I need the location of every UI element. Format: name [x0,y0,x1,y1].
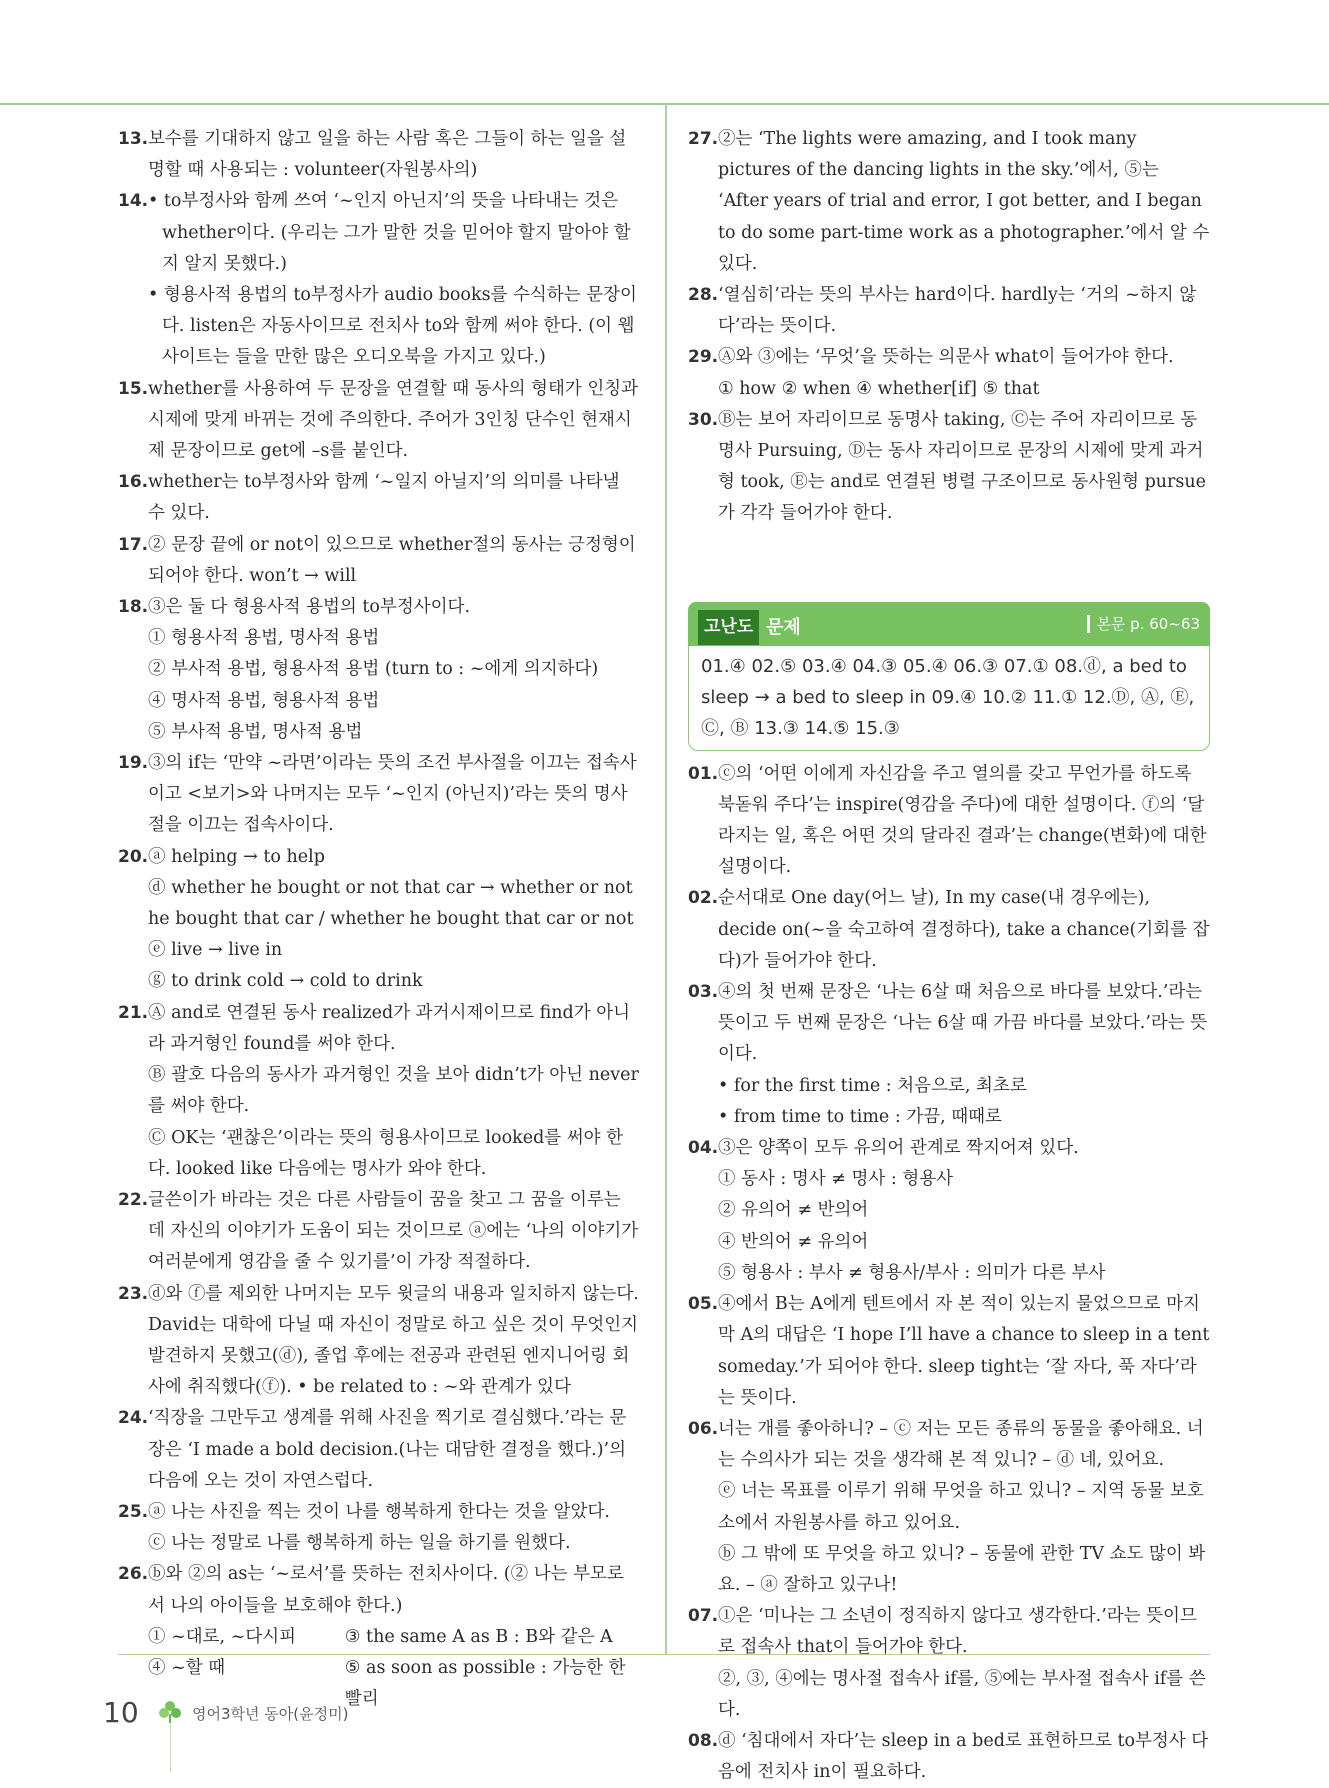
answer-item [118,186,640,373]
answer-number: 22. [118,1189,149,1210]
answer-line: ② 유의어 ≠ 반의어 [718,1200,869,1221]
answer-item [118,842,640,998]
option-text: ④ ~할 때 [148,1657,226,1678]
answer-number: 08. [688,1730,719,1751]
answer-line: ⓓ와 ⓕ를 제외한 나머지는 모두 윗글의 내용과 일치하지 않는다. David는 대학에 다닐 때 자신이 정말로 하고 싶은 것이 무엇인지 발견하지 못했고(ⓓ), 졸업 후에는 전공과 관련된 엔지니어링 회사에 취직했다(ⓕ). • be related to : ~와 관계가 있다 [148,1283,639,1398]
answer-line: ④ 반의어 ≠ 유의어 [718,1231,869,1252]
answer-item [688,405,1210,530]
answer-number: 30. [688,409,719,430]
answer-line: ① how ② when ④ whether[if] ⑤ that [718,378,1040,399]
answer-line: ⓖ to drink cold → cold to drink [148,971,423,992]
answer-number: 23. [118,1283,149,1304]
answer-line: 보수를 기대하지 않고 일을 하는 사람 혹은 그들이 하는 일을 설명할 때 사용되는 : volunteer(자원봉사의) [148,129,627,181]
answer-number: 28. [688,285,719,306]
answer-item [688,1133,1210,1289]
answer-line: • for the first time : 처음으로, 최초로 [718,1075,1027,1096]
answer-line: whether를 사용하여 두 문장을 연결할 때 동사의 형태가 인칭과 시제에 맞게 바뀌는 것에 주의한다. 주어가 3인칭 단수인 현재시제 문장이므로 get에 –s를 붙인다. [148,378,639,462]
right-top-answers [688,124,1210,530]
option-text: ③ the same A as B : B와 같은 A [344,1626,613,1647]
answer-line: ‘열심히’라는 뜻의 부사는 hard이다. hardly는 ‘거의 ~하지 않다’라는 뜻이다. [718,285,1197,337]
answer-number: 29. [688,347,719,368]
answer-line: ①은 ‘미나는 그 소년이 정직하지 않다고 생각한다.’라는 뜻이므로 접속사 that이 들어가야 한다. [718,1606,1197,1658]
answer-number: 19. [118,753,149,774]
answer-line: ② 문장 끝에 or not이 있으므로 whether절의 동사는 긍정형이 되어야 한다. won’t → will [148,534,636,586]
clover-icon [158,1700,182,1724]
answer-line: ⑤ 부사적 용법, 명사적 용법 [148,721,363,742]
answer-number: 27. [688,129,719,149]
answer-line: whether는 to부정사와 함께 ‘~일지 아닐지’의 의미를 나타낼 수 있다. [148,472,620,524]
column-divider [665,105,667,1655]
answer-number: 14. [118,191,149,212]
answer-item [118,1185,640,1279]
answer-item [688,1289,1210,1414]
answer-line: ⓓ ‘침대에서 자다’는 sleep in a bed로 표현하므로 to부정사 다음에 전치사 in이 필요하다. [718,1730,1209,1783]
answer-number: 04. [688,1138,719,1159]
answer-line: ② 부사적 용법, 형용사적 용법 (turn to : ~에게 의지하다) [148,659,599,680]
answer-line: ④의 첫 번째 문장은 ‘나는 6살 때 처음으로 바다를 보았다.’라는 뜻이고 두 번째 문장은 ‘나는 6살 때 가끔 바다를 보았다.’라는 뜻이다. [718,982,1208,1065]
answer-number: 25. [118,1501,149,1522]
answer-item [118,467,640,529]
answer-number: 16. [118,472,149,493]
answer-line: ⓑ 그 밖에 또 무엇을 하고 있니? – 동물에 관한 TV 쇼도 많이 봐요. – ⓐ 잘하고 있구나! [718,1543,1206,1595]
answer-line: ‘직장을 그만두고 생계를 위해 사진을 찍기로 결심했다.’라는 문장은 ‘I made a bold decision.(나는 대담한 결정을 했다.)’의 다음에 오는 것이 자연스럽다. [148,1408,627,1491]
left-column [118,124,640,1715]
answer-number: 02. [688,888,719,909]
footer-rule [170,1724,171,1772]
answer-line: ⓒ의 ‘어떤 이에게 자신감을 주고 열의를 갖고 무언가를 하도록 북돋워 주다’는 inspire(영감을 주다)에 대한 설명이다. ⓕ의 ‘달라지는 일, 혹은 어떤 것의 달라진 결과’는 change(변화)에 대한 설명이다. [718,763,1207,878]
answer-item [688,342,1210,404]
answer-line: ⓒ 나는 정말로 나를 행복하게 하는 일을 하기를 원했다. [148,1533,571,1554]
answer-line: 너는 개를 좋아하니? – ⓒ 저는 모든 종류의 동물을 좋아해요. 너는 수의사가 되는 것을 생각해 본 적 있니? – ⓓ 네, 있어요. [718,1418,1204,1471]
difficulty-tag: 고난도 [698,610,759,645]
answer-number: 26. [118,1564,149,1585]
box-header [688,602,1210,646]
answer-item [688,124,1210,280]
answer-line: • from time to time : 가끔, 때때로 [718,1106,1002,1127]
answer-item [688,1414,1210,1601]
answer-item [118,1497,640,1559]
answer-line: ③은 양쪽이 모두 유의어 관계로 짝지어져 있다. [718,1138,1079,1159]
answer-number: 20. [118,846,149,867]
answer-line: ⓐ 나는 사진을 찍는 것이 나를 행복하게 한다는 것을 알았다. [148,1501,610,1522]
answer-line: ②는 ‘The lights were amazing, and I took many pictures of the dancing lights in the sky.’에서, ⑤는 ‘After years of trial and error, I got better, and I began to do some part-time work as a photographer.’에서 알 수 있다. [718,129,1210,274]
book-title: 영어3학년 동아(윤정미) [192,1705,349,1723]
answer-key: 01.④ 02.⑤ 03.④ 04.③ 05.④ 06.③ 07.① 08.ⓓ, a bed to sleep → a bed to sleep in 09.④ 10.② 11.① 12.Ⓓ, Ⓐ, Ⓔ, Ⓒ, Ⓑ 13.③ 14.⑤ 15.③ [701,655,1195,739]
answer-line: Ⓐ and로 연결된 동사 realized가 과거시제이므로 find가 아니라 과거형인 found를 써야 한다. [148,1002,631,1054]
answer-line: ① 형용사적 용법, 명사적 용법 [148,628,380,649]
answer-item [118,998,640,1185]
answer-number: 06. [688,1418,719,1439]
option-row [148,1622,640,1653]
answer-line: ③은 둘 다 형용사적 용법의 to부정사이다. [148,597,471,618]
page-reference: 본문 p. 60~63 [1087,615,1200,633]
answer-line: Ⓐ와 ③에는 ‘무엇’을 뜻하는 의문사 what이 들어가야 한다. [718,347,1174,368]
right-bottom-answers [688,759,1210,1788]
answer-number: 24. [118,1408,149,1429]
answer-number: 21. [118,1002,149,1023]
answer-item [118,530,640,592]
answer-line: Ⓑ는 보어 자리이므로 동명사 taking, Ⓒ는 주어 자리이므로 동명사 Pursuing, Ⓓ는 동사 자리이므로 문장의 시제에 맞게 과거형 took, Ⓔ는 and로 연결된 병렬 구조이므로 동사원형 pursue가 각각 들어가야 한다. [718,409,1207,524]
answer-number: 01. [688,763,719,784]
answer-line: ⓓ whether he bought or not that car → whether or not he bought that car / whether he bought that car or not [148,877,634,930]
answer-item [688,759,1210,884]
answer-item [688,883,1210,977]
page-number: 10 [103,1696,139,1729]
option-text: ⑤ as soon as possible : 가능한 한 빨리 [344,1657,626,1710]
answer-line: ⑤ 형용사 : 부사 ≠ 형용사/부사 : 의미가 다른 부사 [718,1262,1106,1283]
answer-line: Ⓑ 괄호 다음의 동사가 과거형인 것을 보아 didn’t가 아닌 never를 써야 한다. [148,1065,639,1117]
answer-line: ④ 명사적 용법, 형용사적 용법 [148,690,380,711]
answer-line: ⓐ helping → to help [148,846,325,867]
answer-number: 05. [688,1294,719,1315]
answer-item [688,280,1210,342]
answer-item [118,374,640,468]
answer-line: 순서대로 One day(어느 날), In my case(내 경우에는), decide on(~을 숙고하여 결정하다), take a chance(기회를 잡다)가 들어가야 한다. [718,888,1210,971]
advanced-problems-box [688,602,1210,751]
answer-line: • 형용사적 용법의 to부정사가 audio books를 수식하는 문장이다. listen은 자동사이므로 전치사 to와 함께 써야 한다. (이 웹사이트는 들을 만한 많은 오디오북을 가지고 있다.) [148,285,637,368]
answer-line: 글쓴이가 바라는 것은 다른 사람들이 꿈을 찾고 그 꿈을 이루는 데 자신의 이야기가 도움이 되는 것이므로 ⓐ에는 ‘나의 이야기가 여러분에게 영감을 줄 수 있기를’이 가장 적절하다. [148,1189,639,1273]
answer-item [118,1279,640,1404]
answer-number: 13. [118,129,149,149]
answer-item [118,748,640,842]
answer-number: 17. [118,534,149,555]
answer-number: 15. [118,378,149,399]
answer-line: ⓔ 너는 목표를 이루기 위해 무엇을 하고 있니? – 지역 동물 보호소에서 자원봉사를 하고 있어요. [718,1481,1204,1533]
answer-item [688,1601,1210,1726]
answer-number: 07. [688,1606,719,1627]
answer-line: • to부정사와 함께 쓰여 ‘~인지 아닌지’의 뜻을 나타내는 것은 whether이다. (우리는 그가 말한 것을 믿어야 할지 말아야 할지 알지 못했다.) [148,191,631,274]
answer-line: ① 동사 : 명사 ≠ 명사 : 형용사 [718,1169,954,1190]
answer-item [118,1559,640,1715]
answer-line: ⓑ와 ②의 as는 ‘~로서’를 뜻하는 전치사이다. (② 나는 부모로서 나의 아이들을 보호해야 한다.) [148,1564,624,1616]
answer-item [118,592,640,748]
answer-item [118,124,640,186]
answer-item [118,1403,640,1497]
option-text: ① ~대로, ~다시피 [148,1626,297,1647]
right-column [688,124,1210,1788]
answer-item [688,977,1210,1133]
answer-line: ④에서 B는 A에게 텐트에서 자 본 적이 있는지 물었으므로 마지막 A의 대답은 ‘I hope I’ll have a chance to sleep in a tent someday.’가 되어야 한다. sleep tight는 ‘잘 자다, 푹 자다’라는 뜻이다. [718,1294,1210,1408]
answer-line: Ⓒ OK는 ‘괜찮은’이라는 뜻의 형용사이므로 looked를 써야 한다. looked like 다음에는 명사가 와야 한다. [148,1127,624,1179]
answer-line: ②, ③, ④에는 명사절 접속사 if를, ⑤에는 부사절 접속사 if를 쓴다. [718,1668,1206,1720]
answer-line: ⓔ live → live in [148,940,283,961]
answer-item [688,1726,1210,1788]
answer-line: ③의 if는 ‘만약 ~라면’이라는 뜻의 조건 부사절을 이끄는 접속사이고 <보기>와 나머지는 모두 ‘~인지 (아닌지)’라는 뜻의 명사절을 이끄는 접속사이다. [148,753,637,836]
section-title: 문제 [766,616,801,638]
answer-number: 18. [118,597,149,618]
answer-number: 03. [688,982,719,1003]
